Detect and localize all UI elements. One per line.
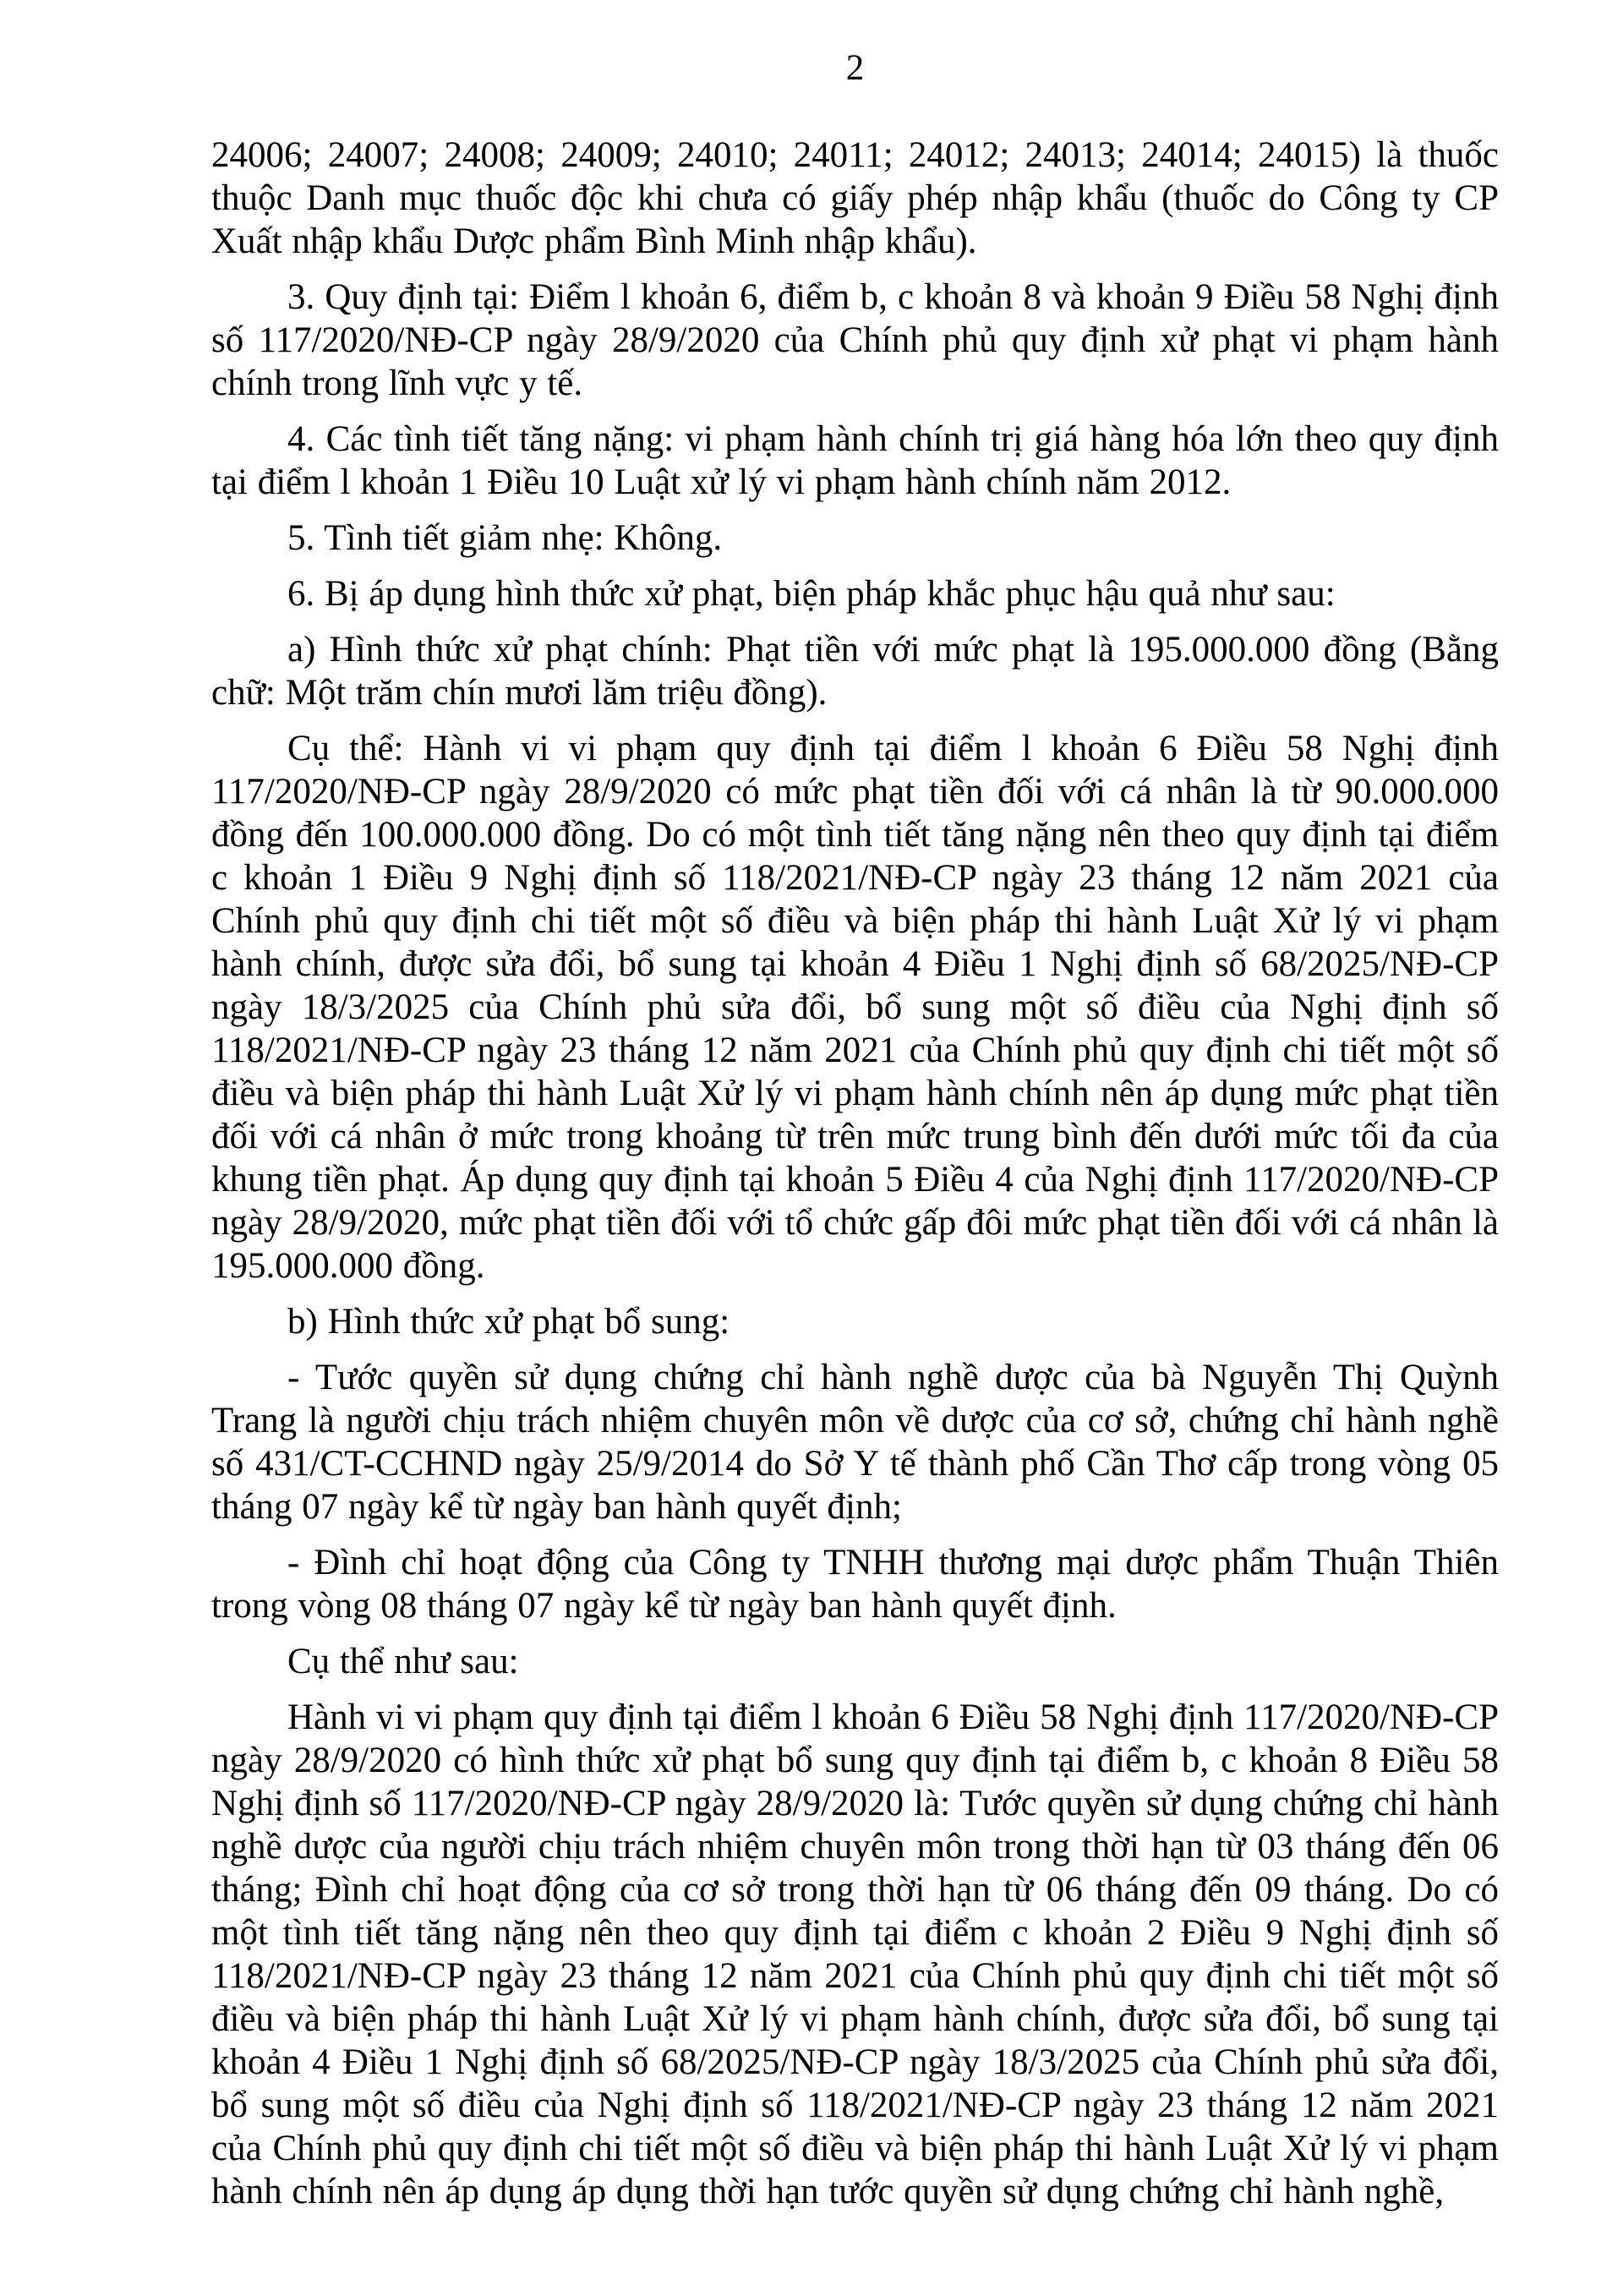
paragraph-clause-5: 5. Tình tiết giảm nhẹ: Không. (287, 518, 723, 558)
paragraph-continuation: 24006; 24007; 24008; 24009; 24010; 24011; 24012; 24013; 24014; 24015) là thuốc thuộc Danh mục thuốc độc khi chưa có giấy phép nhập khẩu (thuốc do Công ty CP Xuất nhập khẩu Dược phẩm Bình Minh nhập khẩu). (211, 135, 1499, 261)
paragraph-clause-6b: b) Hình thức xử phạt bổ sung: (287, 1302, 730, 1342)
paragraph-clause-6: 6. Bị áp dụng hình thức xử phạt, biện pháp khắc phục hậu quả như sau: (287, 574, 1336, 614)
paragraph-clause-4: 4. Các tình tiết tăng nặng: vi phạm hành chính trị giá hàng hóa lớn theo quy định tại điểm l khoản 1 Điều 10 Luật xử lý vi phạm hành chính năm 2012. (211, 419, 1499, 502)
page-number: 2 (845, 48, 865, 88)
paragraph-sanction-license-revocation: - Tước quyền sử dụng chứng chỉ hành nghề dược của bà Nguyễn Thị Quỳnh Trang là người chịu trách nhiệm chuyên môn về dược của cơ sở, chứng chỉ hành nghề số 431/CT-CCHND ngày 25/9/2014 do Sở Y tế thành phố Cần Thơ cấp trong vòng 05 tháng 07 ngày kể từ ngày ban hành quyết định; (211, 1358, 1499, 1527)
paragraph-clause-3: 3. Quy định tại: Điểm l khoản 6, điểm b, c khoản 8 và khoản 9 Điều 58 Nghị định số 117/2020/NĐ-CP ngày 28/9/2020 của Chính phủ quy định xử phạt vi phạm hành chính trong lĩnh vực y tế. (211, 277, 1499, 403)
paragraph-detail-heading: Cụ thể như sau: (287, 1642, 519, 1681)
paragraph-clause-6a-detail: Cụ thể: Hành vi vi phạm quy định tại điểm l khoản 6 Điều 58 Nghị định 117/2020/NĐ-CP ngày 28/9/2020 có mức phạt tiền đối với cá nhân là từ 90.000.000 đồng đến 100.000.000 đồng. Do có một tình tiết tăng nặng nên theo quy định tại điểm c khoản 1 Điều 9 Nghị định số 118/2021/NĐ-CP ngày 23 tháng 12 năm 2021 của Chính phủ quy định chi tiết một số điều và biện pháp thi hành Luật Xử lý vi phạm hành chính, được sửa đổi, bổ sung tại khoản 4 Điều 1 Nghị định số 68/2025/NĐ-CP ngày 18/3/2025 của Chính phủ sửa đổi, bổ sung một số điều của Nghị định số 118/2021/NĐ-CP ngày 23 tháng 12 năm 2021 của Chính phủ quy định chi tiết một số điều và biện pháp thi hành Luật Xử lý vi phạm hành chính nên áp dụng mức phạt tiền đối với cá nhân ở mức trong khoảng từ trên mức trung bình đến dưới mức tối đa của khung tiền phạt. Áp dụng quy định tại khoản 5 Điều 4 của Nghị định 117/2020/NĐ-CP ngày 28/9/2020, mức phạt tiền đối với tổ chức gấp đôi mức phạt tiền đối với cá nhân là 195.000.000 đồng. (211, 729, 1499, 1286)
paragraph-clause-6b-detail: Hành vi vi phạm quy định tại điểm l khoản 6 Điều 58 Nghị định 117/2020/NĐ-CP ngày 28/9/2020 có hình thức xử phạt bổ sung quy định tại điểm b, c khoản 8 Điều 58 Nghị định số 117/2020/NĐ-CP ngày 28/9/2020 là: Tước quyền sử dụng chứng chỉ hành nghề dược của người chịu trách nhiệm chuyên môn trong thời hạn từ 03 tháng đến 06 tháng; Đình chỉ hoạt động của cơ sở trong thời hạn từ 06 tháng đến 09 tháng. Do có một tình tiết tăng nặng nên theo quy định tại điểm c khoản 2 Điều 9 Nghị định số 118/2021/NĐ-CP ngày 23 tháng 12 năm 2021 của Chính phủ quy định chi tiết một số điều và biện pháp thi hành Luật Xử lý vi phạm hành chính, được sửa đổi, bổ sung tại khoản 4 Điều 1 Nghị định số 68/2025/NĐ-CP ngày 18/3/2025 của Chính phủ sửa đổi, bổ sung một số điều của Nghị định số 118/2021/NĐ-CP ngày 23 tháng 12 năm 2021 của Chính phủ quy định chi tiết một số điều và biện pháp thi hành Luật Xử lý vi phạm hành chính nên áp dụng áp dụng thời hạn tước quyền sử dụng chứng chỉ hành nghề, (211, 1697, 1499, 2211)
paragraph-sanction-suspension: - Đình chỉ hoạt động của Công ty TNHH thương mại dược phẩm Thuận Thiên trong vòng 08 tháng 07 ngày kể từ ngày ban hành quyết định. (211, 1543, 1499, 1626)
document-body (211, 134, 1499, 2226)
paragraph-clause-6a: a) Hình thức xử phạt chính: Phạt tiền với mức phạt là 195.000.000 đồng (Bằng chữ: Một trăm chín mươi lăm triệu đồng). (211, 630, 1499, 713)
